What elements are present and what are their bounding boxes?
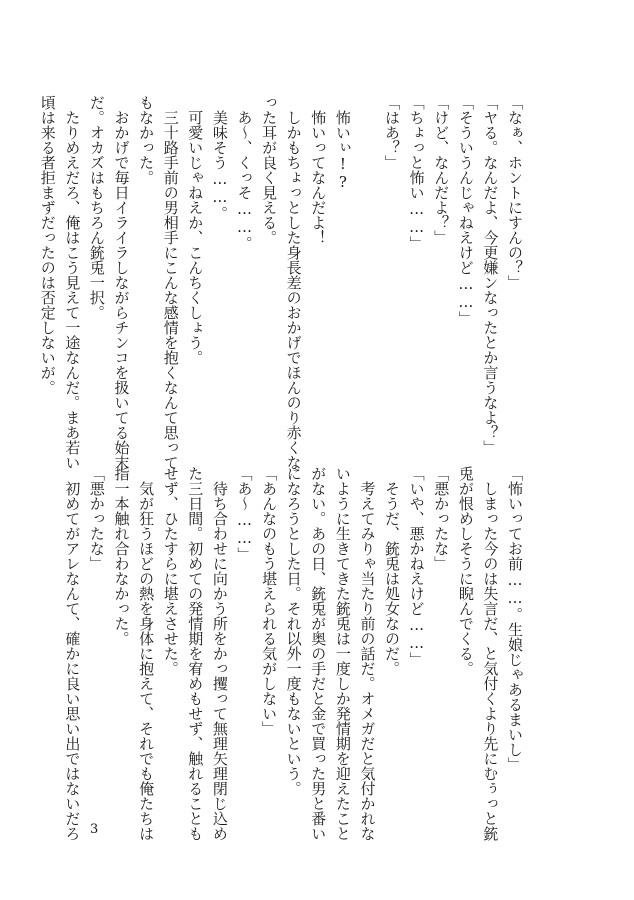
lower-text-line: 「あ〜……」 [235, 466, 254, 562]
upper-text-line: 「けど、なんだよ？」 [432, 95, 451, 245]
lower-text-line: 「いや、悪かねえけど……」 [407, 466, 426, 667]
upper-text-line: 怖いぃ!? [333, 95, 352, 191]
lower-text-line: になろうとした日。それ以外一度もないという。 [284, 466, 303, 796]
lower-text-line: 「悪かったな」 [87, 466, 106, 571]
lower-text-line: 考えてみりゃ当たり前の話だ。オメガだと気付かれな [358, 466, 377, 841]
lower-text-line: 気が狂うほどの熱を身体に抱えて、それでも俺たちは [137, 466, 156, 841]
upper-text-line: もなかった。 [137, 95, 156, 185]
upper-text-line: だ。オカズはもちろん銃兎一択。 [87, 95, 106, 320]
upper-text-line: あ〜、くっそ……。 [235, 95, 254, 251]
lower-text-line: しまった今のは失言だ、と気付くより先にむぅっと銃 [481, 466, 500, 841]
upper-text-line: 「ちょっと怖い……」 [407, 95, 426, 251]
upper-text-line: 「ヤる。なんだよ、今更嫌ンなったとか言うなよ？」 [481, 95, 500, 455]
upper-text-line: 「なぁ、ホントにすんの？」 [506, 95, 524, 290]
upper-text-block [35, 95, 527, 470]
lower-text-line: 「あんなのもう堪えられる気がしない」 [260, 466, 279, 736]
lower-text-line: 指一本触れ合わなかった。 [112, 466, 131, 646]
upper-text-line: たりめえだろ、俺はこう見えて一途なんだ。まあ若い [63, 95, 82, 470]
lower-text-line: がない。あの日、銃兎が奥の手だと金で買った男と番い [309, 466, 328, 841]
lower-text-line: せず、ひたすらに堪えさせた。 [161, 466, 180, 676]
page-number: 3 [90, 822, 99, 837]
upper-text-line: った耳が良く見える。 [260, 95, 279, 245]
lower-text-line: た三日間。初めての発情期を宥めもせず、触れることも [186, 466, 205, 841]
lower-text-line: 待ち合わせに向かう所をかっ攫って無理矢理閉じ込め [210, 466, 229, 841]
lower-text-line: 初めてがアレなんて、確かに良い思い出ではないだろ [63, 466, 82, 841]
lower-text-line: 「怖いってお前……。生娘じゃあるまいし」 [506, 466, 524, 772]
upper-text-line [355, 95, 380, 435]
upper-text-line: 可愛いじゃねえか、こんちくしょう。 [186, 95, 205, 365]
upper-text-line: 「そういうんじゃねえけど……」 [456, 95, 475, 326]
upper-text-line: おかげで毎日イライラしながらチンコを扱いてる始末 [112, 95, 131, 470]
upper-text-line: 美味そう……。 [210, 95, 229, 221]
upper-text-line: 三十路手前の男相手にこんな感情を抱くなんて思って [161, 95, 180, 470]
upper-text-line: 「はあ？」 [383, 95, 402, 170]
lower-text-line: 兎が恨めしそうに睨んでくる。 [456, 466, 475, 676]
lower-text-line: いように生きてきた銃兎は一度しか発情期を迎えたこと [333, 466, 352, 841]
lower-text-line: 「悪かったな」 [432, 466, 451, 571]
lower-text-line: そうだ、銃兎は処女なのだ。 [383, 466, 402, 676]
upper-text-line: しかもちょっとした身長差のおかげでほんのり赤くな [284, 95, 303, 470]
upper-text-line: 怖いってなんだよ！ [309, 95, 328, 245]
upper-text-line: 頃は来る者拒まずだったのは否定しないが。 [38, 95, 57, 395]
lower-text-block [60, 466, 527, 841]
